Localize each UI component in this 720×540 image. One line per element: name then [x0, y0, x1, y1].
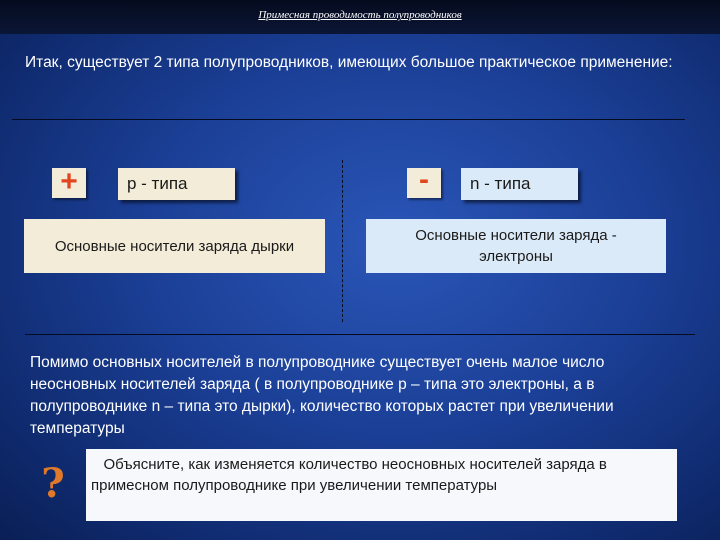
- minority-carriers-paragraph: Помимо основных носителей в полупроводнике существует очень малое число неосновных носителей заряда ( в полупроводнике р – типа это электроны, а в полупроводнике n – типа это дырки), количество которых растет при увеличении температуры: [30, 354, 614, 437]
- plus-sign-icon: +: [52, 168, 86, 198]
- center-dashed-divider: [342, 160, 343, 322]
- p-type-carriers-box: [24, 219, 325, 273]
- question-mark-icon: ?: [41, 460, 65, 507]
- minus-sign-icon: -: [407, 168, 441, 198]
- bottom-divider: [25, 334, 695, 335]
- n-type-label: n - типа: [461, 168, 578, 200]
- question-text: Объясните, как изменяется количество неосновных носителей заряда в примесном полупроводнике при увеличении температуры: [91, 456, 612, 494]
- n-type-carriers-box: [366, 219, 666, 273]
- p-type-label: р - типа: [118, 168, 235, 200]
- p-type-carriers-text: Основные носители заряда дырки: [54, 237, 295, 255]
- question-box: [86, 449, 677, 521]
- top-divider: [12, 119, 685, 120]
- intro-text: Итак, существует 2 типа полупроводников, имеющих большое практическое применение:: [25, 54, 673, 71]
- n-type-carriers-text: Основные носители заряда - электроны: [415, 227, 617, 265]
- slide-header-title: Примесная проводимость полупроводников: [258, 9, 462, 21]
